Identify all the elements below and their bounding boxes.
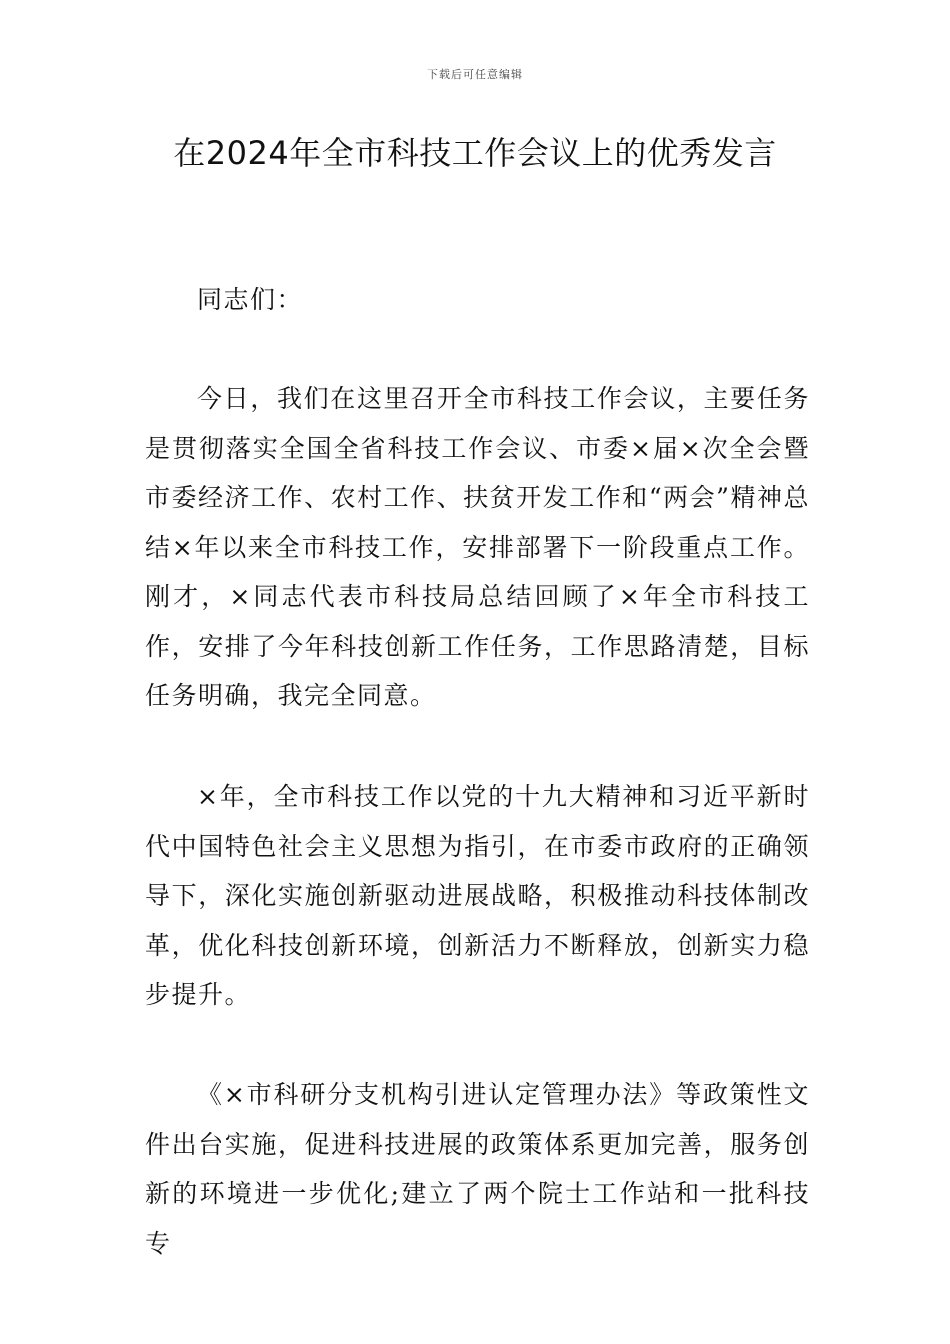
document-title: 在2024年全市科技工作会议上的优秀发言 [173, 134, 777, 172]
body-paragraph-1: 今日，我们在这里召开全市科技工作会议，主要任务是贯彻落实全国全省科技工作会议、市委×届×次全会暨市委经济工作、农村工作、扶贫开发工作和“两会”精神总结×年以来全市科技工作，安排部署下一阶段重点工作。刚才，×同志代表市科技局总结回顾了×年全市科技工作，安排了今年科技创新工作任务，工作思路清楚，目标任务明确，我完全同意。 [145, 384, 810, 710]
body-paragraph-3: 《×市科研分支机构引进认定管理办法》等政策性文件出台实施，促进科技进展的政策体系更加完善，服务创新的环境进一步优化;建立了两个院士工作站和一批科技专 [145, 1080, 810, 1258]
header-note: 下载后可任意编辑 [427, 68, 523, 81]
body-paragraph-2: ×年，全市科技工作以党的十九大精神和习近平新时代中国特色社会主义思想为指引，在市委市政府的正确领导下，深化实施创新驱动进展战略，积极推动科技体制改革，优化科技创新环境，创新活力不断释放，创新实力稳步提升。 [145, 782, 810, 1009]
greeting-paragraph: 同志们： [197, 285, 304, 314]
